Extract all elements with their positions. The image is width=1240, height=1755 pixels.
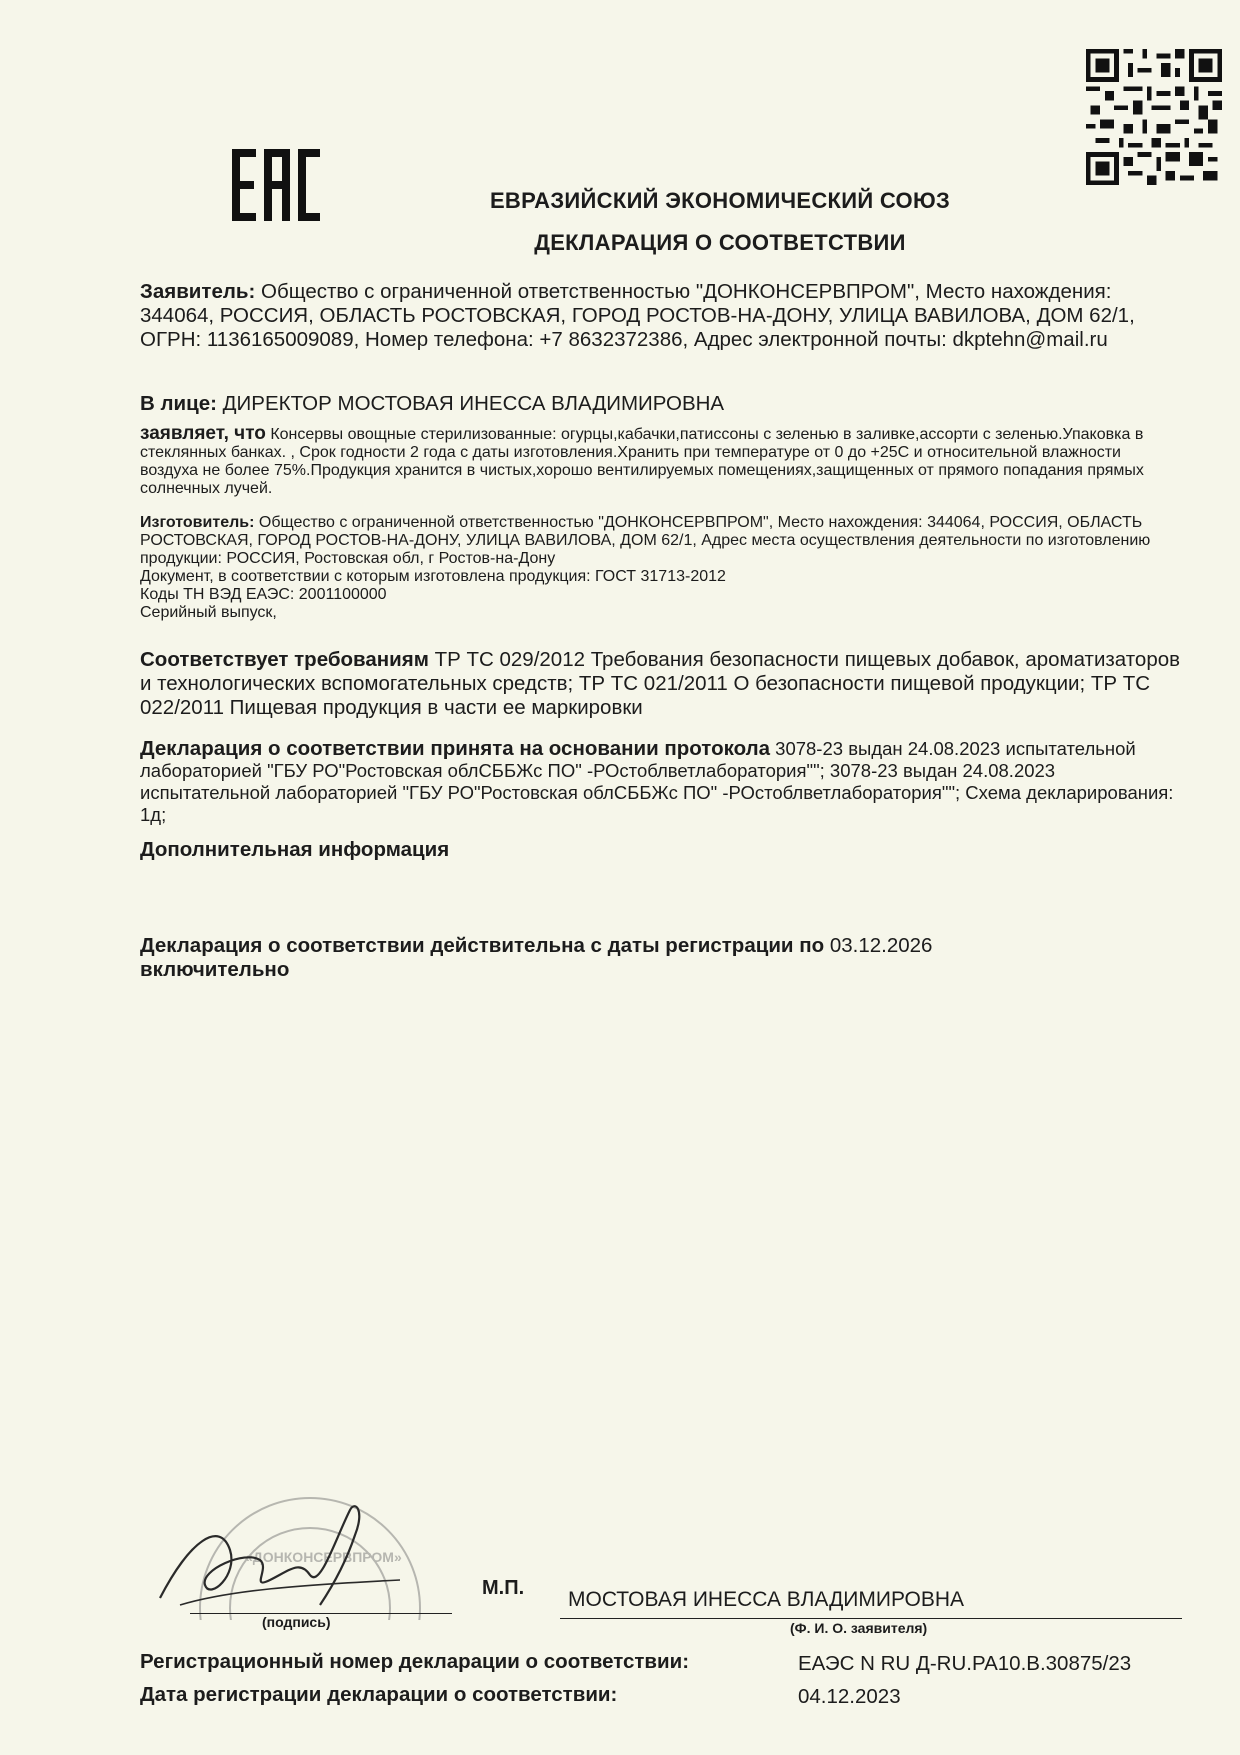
declares-label: заявляет, что (140, 423, 266, 444)
signature-caption: (подпись) (262, 1614, 331, 1630)
person-section (140, 392, 1180, 416)
qr-code-icon (1086, 45, 1222, 189)
additional-info-label: Дополнительная информация (140, 838, 450, 861)
stamp-and-signature (150, 1480, 450, 1620)
declares-section (140, 425, 1180, 498)
declares-text: Консервы овощные стерилизованные: огурцы,кабачки,патиссоны с зеленью в заливке,ассорти с зеленью.Упаковка в стеклянных банках. , Срок годности 2 года с даты изготовления.Хранить при температуре от 0 до +25С и относительной влажности воздуха не более 75%.Продукция хранится в чистых,хорошо вентилируемых помещениях,защищенных от прямого попадания прямых солнечных лучей. (140, 426, 1144, 497)
applicant-full-name: МОСТОВАЯ ИНЕССА ВЛАДИМИРОВНА (568, 1588, 965, 1611)
requirements-section (140, 648, 1180, 720)
basis-label: Декларация о соответствии принята на основании протокола (140, 737, 771, 760)
validity-date: 03.12.2026 (829, 934, 933, 957)
registration-number-value: ЕАЭС N RU Д-RU.PA10.B.30875/23 (798, 1652, 1132, 1675)
manufacturer-codes-line: Коды ТН ВЭД ЕАЭС: 2001100000 (140, 586, 387, 603)
stamp-place-label: М.П. (482, 1577, 525, 1599)
validity-suffix: включительно (140, 958, 290, 981)
person-label: В лице: (140, 392, 217, 415)
registration-date-value: 04.12.2023 (798, 1685, 901, 1708)
basis-text: 3078-23 выдан 24.08.2023 испытательной лабораторией "ГБУ РО"Ростовская облСББЖс ПО" -РОстоблветлаборатория""; 3078-23 выдан 24.08.2023 испытательной лабораторией "ГБУ РО"Ростовская облСББЖс ПО" -РОстоблветлаборатория""; Схема декларирования: 1д; (140, 738, 1174, 825)
validity-label: Декларация о соответствии действительна с даты регистрации по (140, 934, 825, 957)
name-caption: (Ф. И. О. заявителя) (790, 1620, 928, 1636)
registration-number-label: Регистрационный номер декларации о соответствии: (140, 1650, 690, 1673)
requirements-text: ТР ТС 029/2012 Требования безопасности пищевых добавок, ароматизаторов и технологических вспомогательных средств; ТР ТС 021/2011 О безопасности пищевой продукции; ТР ТС 022/2011 Пищевая продукция в части ее маркировки (140, 648, 1181, 719)
manufacturer-text: Общество с ограниченной ответственностью "ДОНКОНСЕРВПРОМ", Место нахождения: 344064, РОССИЯ, ОБЛАСТЬ РОСТОВСКАЯ, ГОРОД РОСТОВ-НА-ДОНУ, УЛИЦА ВАВИЛОВА, ДОМ 62/1, Адрес места осуществления деятельности по изготовлению продукции: РОССИЯ, Ростовская обл, г Ростов-на-Дону (140, 514, 1151, 567)
applicant-section (140, 280, 1180, 352)
eac-logo (230, 145, 322, 225)
manufacturer-section (140, 514, 1180, 622)
manufacturer-label: Изготовитель: (140, 514, 255, 531)
person-text: ДИРЕКТОР МОСТОВАЯ ИНЕССА ВЛАДИМИРОВНА (222, 392, 725, 415)
basis-section (140, 738, 1180, 826)
applicant-text: Общество с ограниченной ответственностью "ДОНКОНСЕРВПРОМ", Место нахождения: 344064, РОССИЯ, ОБЛАСТЬ РОСТОВСКАЯ, ГОРОД РОСТОВ-НА-ДОНУ, УЛИЦА ВАВИЛОВА, ДОМ 62/1, ОГРН: 1136165009089, Номер телефона: +7 8632372386, Адрес электронной почты: dkptehn@mail.ru (140, 280, 1135, 351)
union-title: ЕВРАЗИЙСКИЙ ЭКОНОМИЧЕСКИЙ СОЮЗ (489, 188, 951, 213)
requirements-label: Соответствует требованиям (140, 648, 429, 671)
manufacturer-serial-line: Серийный выпуск, (140, 604, 277, 621)
document-title: ДЕКЛАРАЦИЯ О СООТВЕТСТВИИ (534, 230, 906, 255)
registration-date-label: Дата регистрации декларации о соответствии: (140, 1683, 618, 1706)
svg-text:«ДОНКОНСЕРВПРОМ»: «ДОНКОНСЕРВПРОМ» (245, 1549, 402, 1565)
name-line (560, 1618, 1182, 1619)
manufacturer-document-line: Документ, в соответствии с которым изготовлена продукция: ГОСТ 31713-2012 (140, 568, 726, 585)
applicant-label: Заявитель: (140, 280, 256, 303)
validity-section (140, 934, 1180, 982)
